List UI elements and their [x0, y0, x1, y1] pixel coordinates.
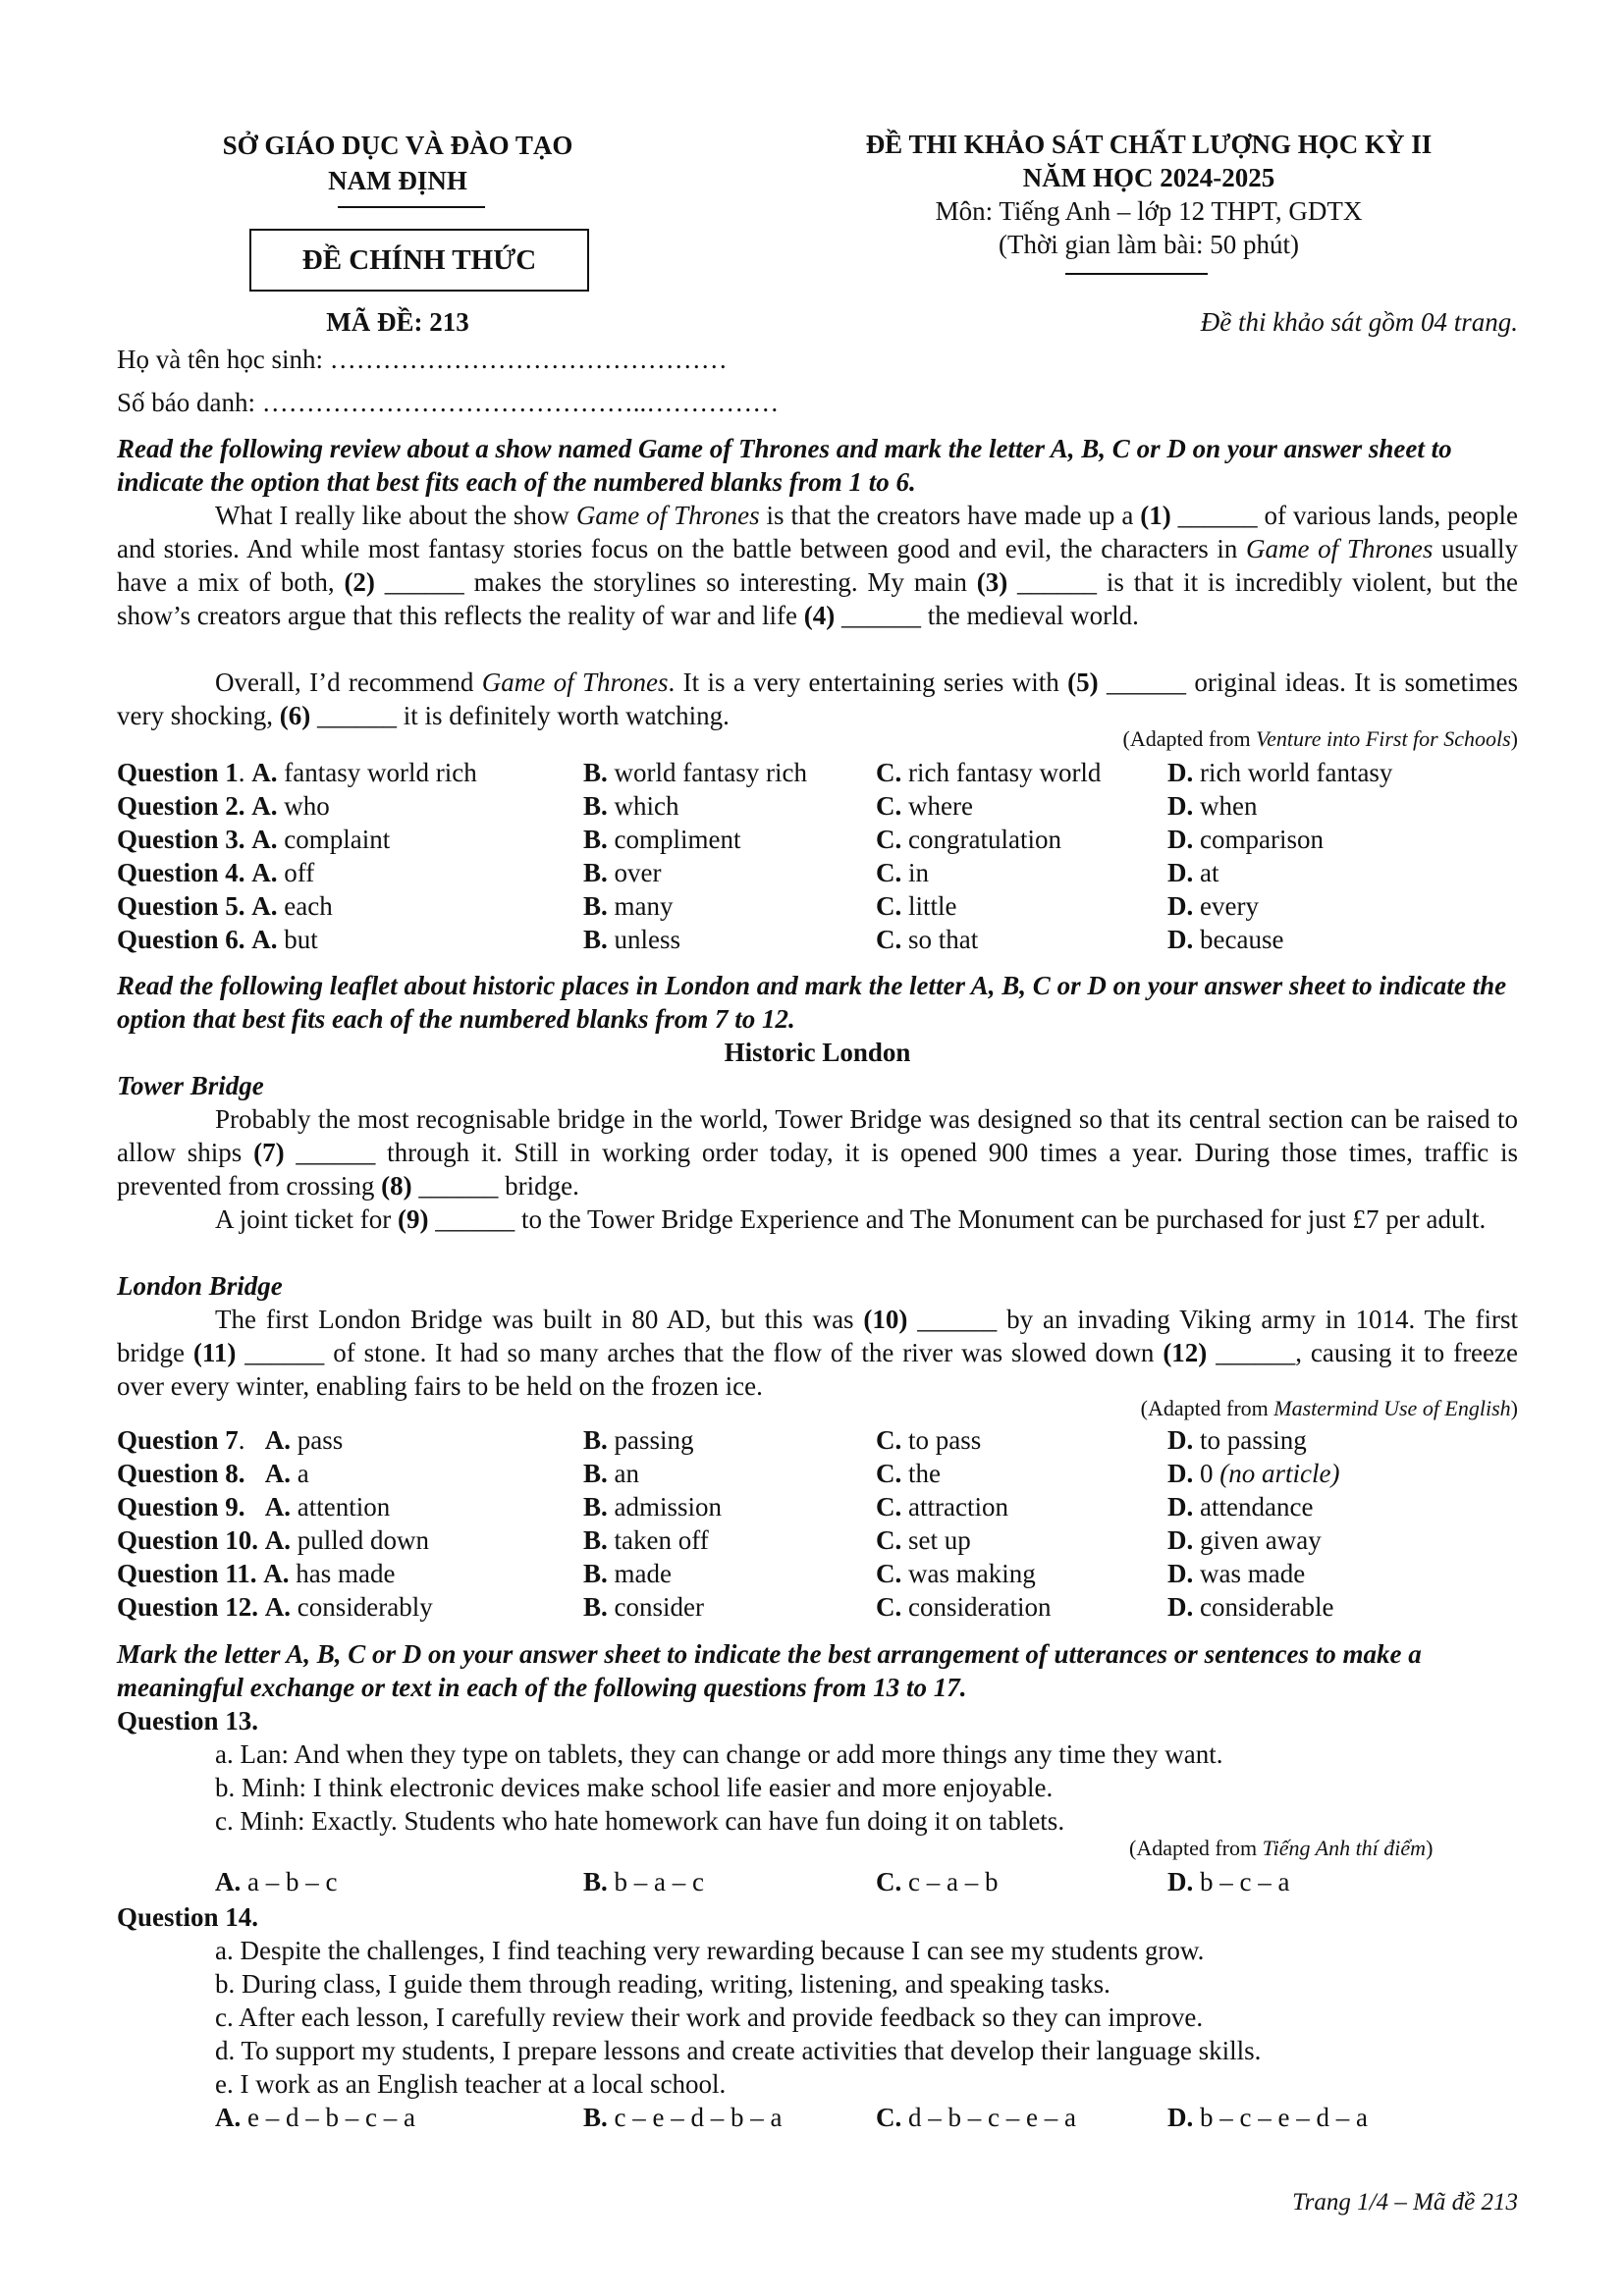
official-box [249, 229, 589, 292]
header-underline-left [338, 206, 485, 208]
province-name: NAM ĐỊNH [328, 166, 467, 195]
subheading-london-bridge: London Bridge [117, 1271, 283, 1301]
section2-instruction: Read the following leaflet about historic places in London and mark the letter A, B, C or D on your answer sheet to indicate the option that best fits each of the numbered blanks from 7 to 12. [117, 971, 1507, 1034]
section2-paragraph-3: The first London Bridge was built in 80 AD, but this was (10) ______ by an invading Viking army in 1014. The first bridge (11) ______ of stone. It had so many arches that the flow of the river was slowed down (12) ______, causing it to freeze over every winter, enabling fairs to be held on the frozen ice. [117, 1305, 1518, 1401]
question-2: Question 2. A. who B. which C. where D. when [117, 791, 1258, 821]
leaflet-title: Historic London [724, 1038, 911, 1067]
question-10: Question 10. A. pulled down B. taken off C. set up D. given away [117, 1525, 1322, 1555]
subheading-tower-bridge: Tower Bridge [117, 1071, 264, 1100]
subject-line: Môn: Tiếng Anh – lớp 12 THPT, GDTX [935, 196, 1363, 226]
question-3: Question 3. A. complaint B. compliment C. congratulation D. comparison [117, 825, 1324, 854]
question-13-item-b: b. Minh: I think electronic devices make school life easier and more enjoyable. [215, 1773, 1054, 1802]
question-6: Question 6. A. but B. unless C. so that D. because [117, 925, 1284, 954]
question-14-options: A. e – d – b – c – a B. c – e – d – b – a C. d – b – c – e – a D. b – c – e – d – a [215, 2103, 1368, 2132]
section1-source: (Adapted from Venture into First for Schools) [1122, 726, 1518, 751]
question-11: Question 11. A. has made B. made C. was making D. was made [117, 1559, 1306, 1588]
question-13-options: A. a – b – c B. b – a – c C. c – a – b D. b – c – a [215, 1867, 1290, 1896]
question-14-item-c: c. After each lesson, I carefully review their work and provide feedback so they can improve. [215, 2002, 1204, 2032]
time-line: (Thời gian làm bài: 50 phút) [999, 230, 1299, 259]
question-4: Question 4. A. off B. over C. in D. at [117, 858, 1219, 887]
question-14-item-e: e. I work as an English teacher at a local school. [215, 2069, 727, 2099]
question-13-source: (Adapted from Tiếng Anh thí điểm) [1129, 1836, 1434, 1860]
department-name: SỞ GIÁO DỤC VÀ ĐÀO TẠO [222, 131, 573, 160]
question-14-item-b: b. During class, I guide them through reading, writing, listening, and speaking tasks. [215, 1969, 1110, 1999]
question-13-item-c: c. Minh: Exactly. Students who hate homework can have fun doing it on tablets. [215, 1806, 1065, 1836]
exam-title: ĐỀ THI KHẢO SÁT CHẤT LƯỢNG HỌC KỲ II [865, 130, 1433, 159]
official-label: ĐỀ CHÍNH THỨC [301, 244, 537, 276]
question-7: Question 7. A. pass B. passing C. to pass D. to passing [117, 1425, 1307, 1455]
section3-instruction: Mark the letter A, B, C or D on your answer sheet to indicate the best arrangement of utterances or sentences to make a meaningful exchange or text in each of the following questions from 13 to 17. [117, 1639, 1422, 1702]
pages-note: Đề thi khảo sát gồm 04 trang. [1200, 307, 1518, 337]
section2-paragraph-2: A joint ticket for (9) ______ to the Tower Bridge Experience and The Monument can be purchased for just £7 per adult. [215, 1204, 1487, 1234]
question-14-item-d: d. To support my students, I prepare lessons and create activities that develop their language skills. [215, 2036, 1262, 2065]
school-year: NĂM HỌC 2024-2025 [1022, 163, 1275, 192]
question-12: Question 12. A. considerably B. consider C. consideration D. considerable [117, 1592, 1334, 1622]
question-1: Question 1. A. fantasy world rich B. world fantasy rich C. rich fantasy world D. rich world fantasy [117, 758, 1393, 787]
question-9: Question 9. A. attention B. admission C. attraction D. attendance [117, 1492, 1314, 1522]
section2-source: (Adapted from Mastermind Use of English) [1140, 1396, 1518, 1420]
question-13-item-a: a. Lan: And when they type on tablets, they can change or add more things any time they want. [215, 1739, 1223, 1769]
question-13-label: Question 13. [117, 1706, 259, 1735]
question-5: Question 5. A. each B. many C. little D. every [117, 891, 1259, 921]
section1-instruction: Read the following review about a show named Game of Thrones and mark the letter A, B, C or D on your answer sheet to indicate the option that best fits each of the numbered blanks from 1 to 6. [117, 434, 1452, 497]
question-14-item-a: a. Despite the challenges, I find teaching very rewarding because I can see my students grow. [215, 1936, 1205, 1965]
exam-code: MÃ ĐỀ: 213 [326, 307, 469, 337]
question-8: Question 8. A. a B. an C. the D. 0 (no article) [117, 1459, 1340, 1488]
candidate-number-field: Số báo danh: ……………………………………..…………… [117, 388, 780, 417]
section1-paragraph-2: Overall, I’d recommend Game of Thrones. It is a very entertaining series with (5) ______ original ideas. It is sometimes very shocking, (6) ______ it is definitely worth watching. [117, 667, 1519, 730]
section2-paragraph-1: Probably the most recognisable bridge in the world, Tower Bridge was designed so that its central section can be raised to allow ships (7) ______ through it. Still in working order today, it is opened 900 times a year. During those times, traffic is prevented from crossing (8) ______ bridge. [117, 1104, 1518, 1201]
page-footer: Trang 1/4 – Mã đề 213 [1292, 2189, 1518, 2216]
question-14-label: Question 14. [117, 1902, 259, 1932]
student-name-field: Họ và tên học sinh: ……………………………………… [117, 345, 728, 374]
section1-paragraph-1: What I really like about the show Game of Thrones is that the creators have made up a (1) ______ of various lands, people and stories. And while most fantasy stories focus on the battle between good and evil, the characters in Game of Thrones usually have a mix of both, (2) ______ makes the storylines so interesting. My main (3) ______ is that it is incredibly violent, but the show’s creators argue that this reflects the reality of war and life (4) ______ the medieval world. [117, 501, 1519, 630]
header-underline-right [1065, 273, 1208, 275]
